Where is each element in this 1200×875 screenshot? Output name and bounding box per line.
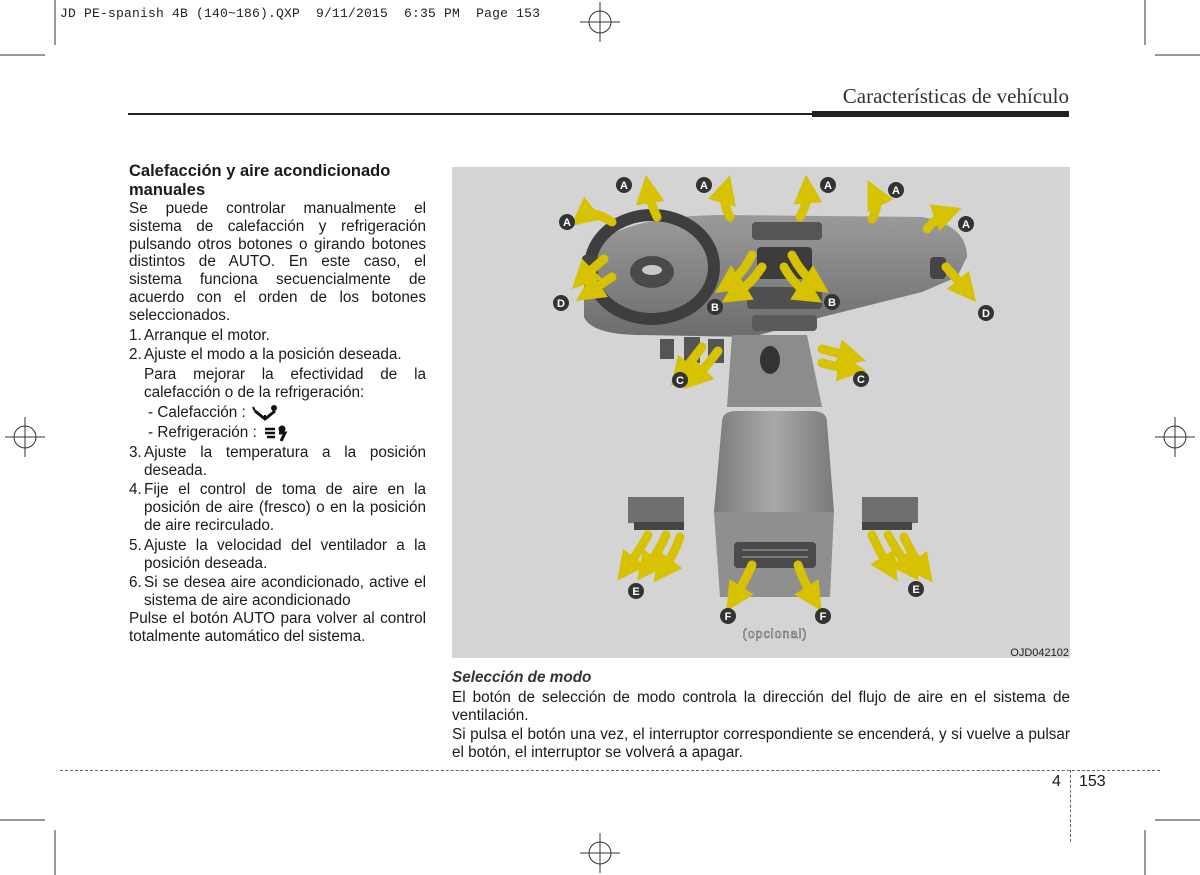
chapter-number: 4 bbox=[1052, 773, 1061, 790]
list-item bbox=[129, 346, 426, 441]
step-text: Ajuste la temperatura a la posición deseada. bbox=[144, 443, 426, 479]
list-item bbox=[129, 574, 426, 610]
marker-c bbox=[853, 371, 869, 387]
marker-a bbox=[888, 182, 904, 198]
mode-heading: Selección de modo bbox=[452, 669, 592, 686]
step-number: 1. bbox=[129, 326, 142, 344]
step-text: Fije el control de toma de aire en la posición de aire (fresco) o en la posición de aire recirculado. bbox=[144, 481, 426, 534]
header-rule-accent bbox=[812, 111, 1069, 117]
marker-a bbox=[559, 214, 575, 230]
mode-paragraph-1: El botón de selección de modo controla la dirección del flujo de aire en el sistema de ventilación. bbox=[452, 688, 1070, 724]
figure-code: OJD042102 bbox=[1010, 647, 1069, 659]
svg-text:A: A bbox=[824, 180, 832, 192]
steps-list bbox=[129, 327, 426, 610]
marker-e bbox=[908, 581, 924, 597]
marker-c bbox=[672, 372, 688, 388]
marker-d bbox=[553, 295, 569, 311]
svg-text:A: A bbox=[620, 180, 628, 192]
face-mode-icon bbox=[263, 424, 289, 442]
step-text: Ajuste el modo a la posición deseada. bbox=[144, 346, 402, 364]
heating-mode-line bbox=[144, 404, 426, 422]
svg-text:D: D bbox=[982, 308, 990, 320]
dashboard-illustration bbox=[452, 167, 1070, 658]
marker-a bbox=[820, 177, 836, 193]
marker-f bbox=[815, 608, 831, 624]
svg-text:F: F bbox=[819, 611, 827, 623]
chapter-title: Características de vehículo bbox=[842, 84, 1069, 108]
floor-mode-icon bbox=[252, 404, 280, 422]
svg-text:F: F bbox=[724, 611, 732, 623]
left-column bbox=[129, 162, 426, 646]
svg-text:C: C bbox=[676, 375, 684, 387]
marker-b bbox=[824, 294, 840, 310]
svg-text:B: B bbox=[711, 302, 719, 314]
svg-text:E: E bbox=[632, 586, 640, 598]
svg-text:A: A bbox=[962, 219, 970, 231]
step-number: 2. bbox=[129, 346, 142, 364]
step-number: 5. bbox=[129, 536, 142, 554]
marker-a bbox=[696, 177, 712, 193]
page-number: 153 bbox=[1079, 773, 1106, 790]
cooling-label: - Refrigeración : bbox=[148, 423, 257, 441]
heating-label: - Calefacción : bbox=[148, 403, 246, 421]
mode-paragraph-2: Si pulsa el botón una vez, el interruptor correspondiente se encenderá, y si vuelve a pulsar el botón, el interruptor se volverá a apagar. bbox=[452, 726, 1070, 762]
section-title: Calefacción y aire acondicionado manuales bbox=[129, 162, 391, 199]
step-number: 3. bbox=[129, 443, 142, 461]
step-text: Ajuste la velocidad del ventilador a la posición deseada. bbox=[144, 536, 426, 572]
footwell-vent-left bbox=[628, 497, 684, 525]
svg-text:B: B bbox=[828, 297, 836, 309]
marker-d bbox=[978, 305, 994, 321]
step-text: Arranque el motor. bbox=[144, 326, 270, 344]
cooling-mode-line bbox=[144, 424, 426, 442]
footer-divider bbox=[60, 770, 1160, 771]
airflow-figure bbox=[452, 167, 1070, 658]
step-number: 4. bbox=[129, 481, 142, 499]
gear-knob bbox=[760, 346, 780, 374]
marker-f bbox=[720, 608, 736, 624]
svg-text:E: E bbox=[912, 584, 920, 596]
optional-label: (opcional) bbox=[742, 627, 808, 641]
marker-b bbox=[707, 299, 723, 315]
svg-text:A: A bbox=[563, 217, 571, 229]
marker-a bbox=[616, 177, 632, 193]
footwell-vent-right bbox=[862, 497, 918, 525]
list-item bbox=[129, 537, 426, 573]
svg-text:A: A bbox=[892, 185, 900, 197]
marker-a bbox=[958, 216, 974, 232]
marker-e bbox=[628, 583, 644, 599]
list-item bbox=[129, 481, 426, 534]
print-slug: JD PE-spanish 4B (140~186).QXP 9/11/2015 6:35 PM Page 153 bbox=[60, 6, 541, 21]
page-number-divider bbox=[1070, 770, 1071, 842]
svg-text:D: D bbox=[557, 298, 565, 310]
step-text: Si se desea aire acondicionado, active el sistema de aire acondicionado bbox=[144, 574, 426, 610]
step-note: Para mejorar la efectividad de la calefacción o de la refrigeración: bbox=[144, 366, 426, 401]
rear-vent bbox=[734, 542, 816, 568]
list-item bbox=[129, 444, 426, 480]
outro-paragraph: Pulse el botón AUTO para volver al control totalmente automático del sistema. bbox=[129, 609, 426, 645]
center-console bbox=[714, 411, 834, 512]
intro-paragraph: Se puede controlar manualmente el sistema de calefacción y refrigeración pulsando otros botones o girando botones distintos de AUTO. En este caso, el sistema funciona secuencialmente de acuerdo con el orden de los botones seleccionados. bbox=[129, 200, 426, 324]
mode-selection-section bbox=[452, 669, 1070, 764]
list-item bbox=[129, 327, 426, 345]
svg-text:A: A bbox=[700, 180, 708, 192]
svg-text:C: C bbox=[857, 374, 865, 386]
step-number: 6. bbox=[129, 574, 142, 592]
